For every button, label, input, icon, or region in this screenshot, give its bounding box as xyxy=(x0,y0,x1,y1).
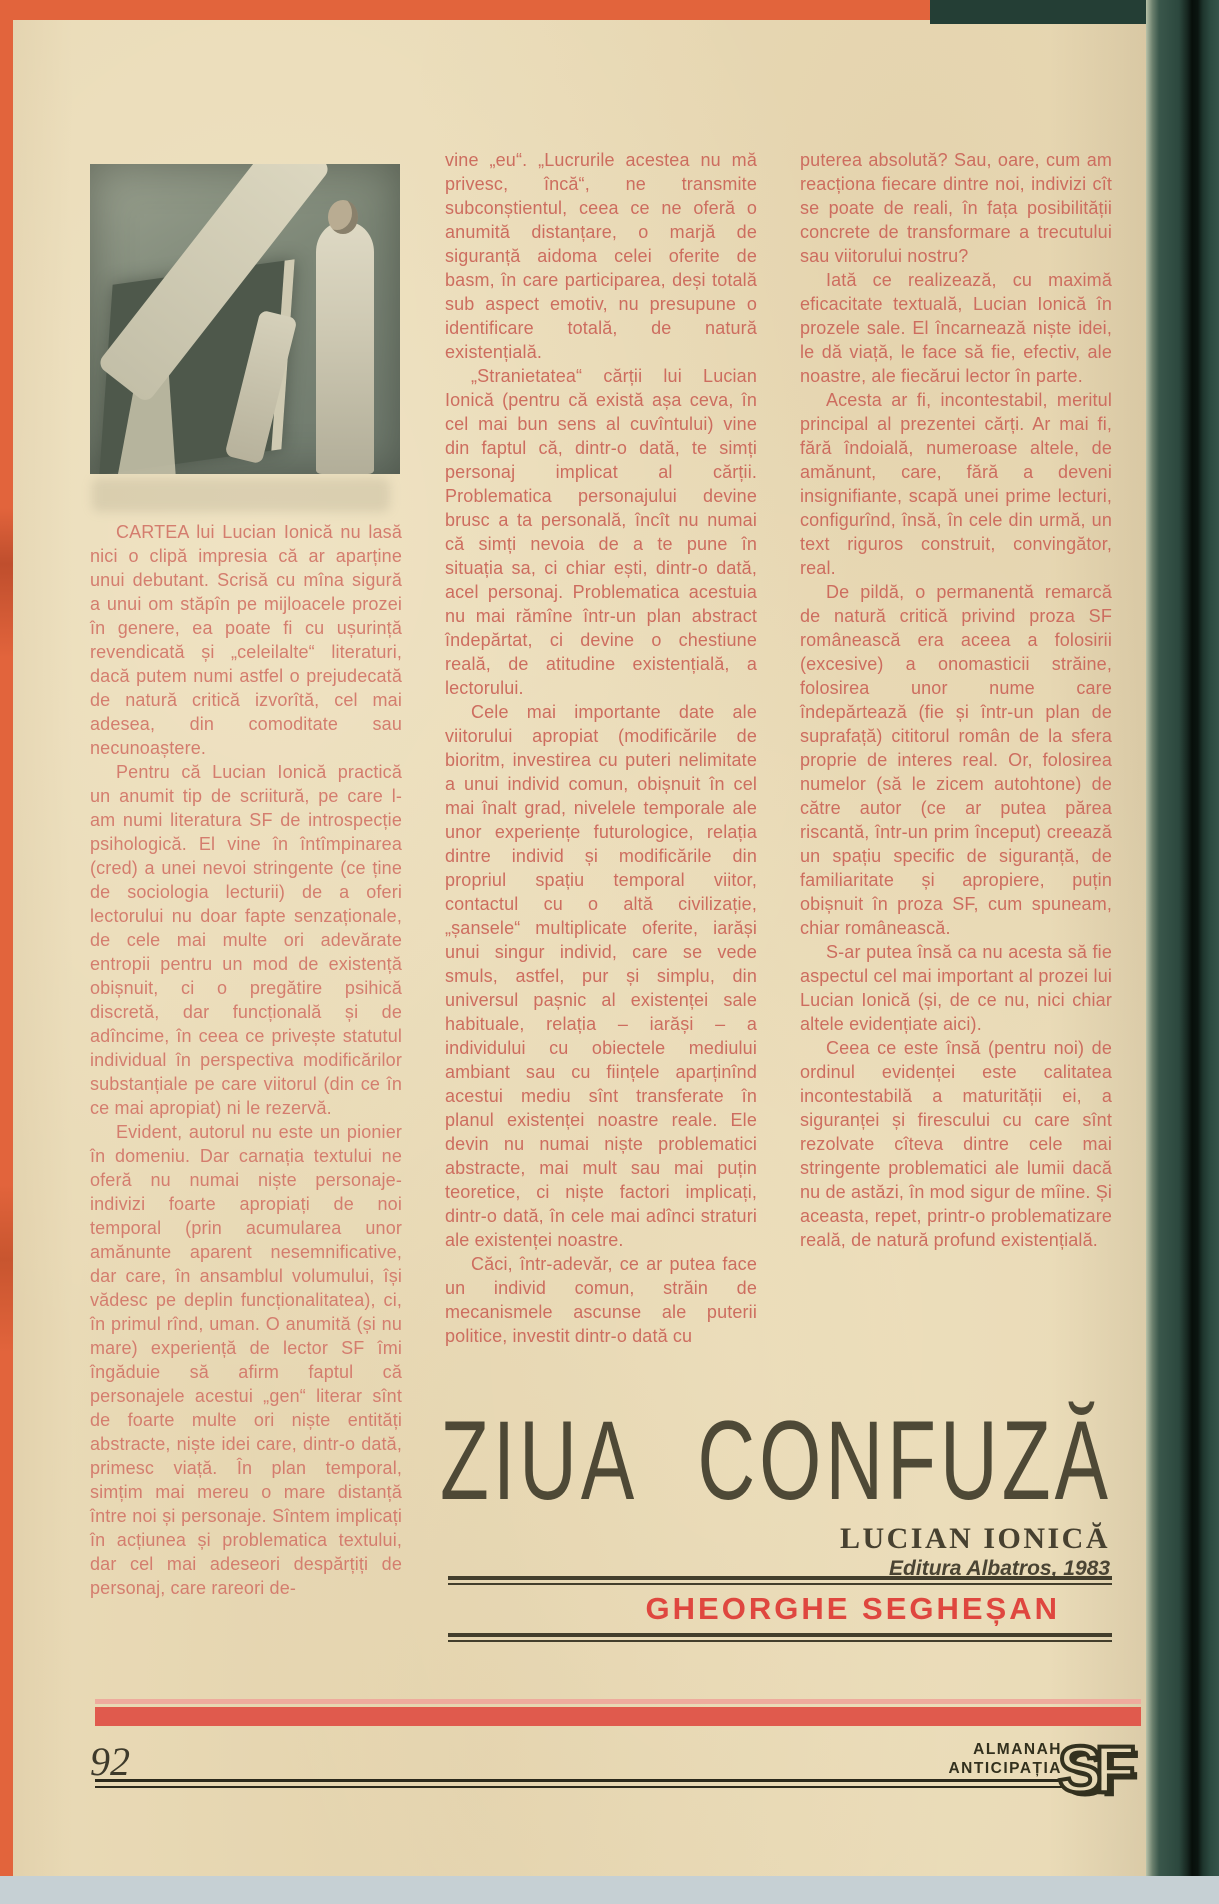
paragraph: Căci, într-adevăr, ce ar putea face un individ comun, străin de mecanismele ascunse ale puterii politice, investit dintr-o dată cu xyxy=(445,1254,757,1346)
paragraph: „Stranietatea“ cărții lui Lucian Ionică (pentru că există așa ceva, în cel mai bun sens al cuvîntului) vine din faptul că, dintr-o dată, te simți personaj implicat al cărții. Problematica personajului devine brusc a ta personală, încît nu numai că simți nevoia de a te pune în situația sa, ci chiar ești, dintr-o dată, acel personaj. Problematica acestuia nu mai rămîne într-un plan abstract îndepărtat, ci devine o chestiune reală, de atitudine existențială, a lectorului. xyxy=(445,366,757,698)
book-title xyxy=(440,1398,1112,1523)
paragraph: Iată ce realizează, cu maximă eficacitate textuală, Lucian Ionică în prozele sale. El încarnează niște idei, le dă viață, le face să fie, efectiv, ale noastre, ale fiecărui lector în parte. xyxy=(800,270,1112,386)
paragraph: CARTEA lui Lucian Ionică nu lasă nici o clipă impresia că ar aparține unui debutant. Scrisă cu mîna sigură a unui om stăpîn pe mijloacele prozei în genere, ea poate fi cu ușurință revendicată și „celeilalte“ literaturi, dacă putem numi astfel o prejudecată de natură critică izvorîtă, cel mai adesea, din comoditate sau necunoaștere. xyxy=(90,522,402,758)
paragraph: Evident, autorul nu este un pionier în domeniu. Dar carnația textului ne oferă nu numai niște personaje-indivizi foarte apropiați de noi temporal (prin acumularea unor amănunte aparent nesemnificative, dar care, în ansamblul volumului, își vădesc pe deplin funcționalitatea), ci, în primul rînd, uman. O anumită (și nu mare) experiență de lector SF îmi îngăduie să afirm faptul că personajele acestui „gen“ literar sînt de foarte multe ori niște entități abstracte, niște idei care, dintr-o dată, primesc viață. În plan temporal, simțim mai mereu o mare distanță între noi și personaje. Sîntem implicați în acțiunea și problematica textului, dar cel mai adeseori despărțiți de personaj, care rareori de- xyxy=(90,1122,402,1598)
accent-stripe xyxy=(95,1699,1141,1704)
byline xyxy=(840,1523,1110,1581)
page-number: 92 xyxy=(90,1739,130,1784)
scanner-bed-strip xyxy=(0,1876,1219,1904)
paragraph: Cele mai importante date ale viitorului apropiat (modificările de bioritm, investirea cu puteri nelimitate a unui individ comun, obișnuit în cel mai înalt grad, nivelele temporale ale unor experiențe futurologice, relația dintre individ și modificările din propriul spațiu temporal viitor, contactul cu o altă civilizație, „șansele“ multiplicate oferite, iarăși unui singur individ, care se vede smuls, astfel, pur și simplu, din universul pașnic al existenței sale habituale, relația – iarăși – a individului cu obiectele mediului ambiant sau cu ființele aparținînd acestui mediu sînt transferate în planul existenței noastre reale. Ele devin nu numai niște problematici abstracte, mai mult sau mai puțin teoretice, ci niște factori implicați, dintr-o dată, în cele mai adînci straturi ale existenței noastre. xyxy=(445,702,757,1250)
photo-shape xyxy=(316,222,374,474)
page-edge-left xyxy=(0,0,13,1880)
almanac-line1: ALMANAH xyxy=(973,1741,1062,1758)
paragraph: Ceea ce este însă (pentru noi) de ordinul evidenței este calitatea incontestabilă a maturității ei, a siguranței și firescului cu care sînt rezolvate cîteva dintre cele mai stringente problematici ale lumii dacă nu de astăzi, în mod sigur de mîine. Și aceasta, repet, printr-o problematizare reală, de natură profund existențială. xyxy=(800,1038,1113,1250)
paragraph: Acesta ar fi, incontestabil, meritul principal al prezentei cărți. Ar mai fi, fără îndoială, numeroase altele, de amănunt, care, fără a deveni insignifiante, scapă unei prime lecturi, configurînd, însă, în cele din urmă, un text riguros construit, convingător, real. xyxy=(800,390,1112,578)
paragraph: Pentru că Lucian Ionică practică un anumit tip de scriitură, pe care l-am numi literatura SF de introspecție psihologică. El vine în întîmpinarea (cred) a unei nevoi stringente (ce ține de sociologia lecturii) de a oferi lectorului nu doar fapte senzaționale, de cele mai multe ori adevărate entropii pentru un mod de existență obișnuit, ci o pregătire psihică discretă, dar funcțională și de adîncime, în ceea ce privește statutul individual în perspectiva modificărilor substanțiale pe care viitorul (din ce în ce mai apropiat) ni le rezervă. xyxy=(90,762,402,1118)
paragraph: puterea absolută? Sau, oare, cum am reacționa fiecare dintre noi, indivizi cît se poate de reali, în fața posibilității concrete de transformare a trecutului sau viitorului nostru? xyxy=(800,150,1112,266)
book-spine-edge xyxy=(1146,0,1219,1904)
paragraph: De pildă, o permanentă remarcă de natură critică privind proza SF românească era aceea a folosirii (excesive) a onomasticii străine, folosirea unor nume care îndepărtează (fie și într-un plan de suprafață) cititorul român de la sfera proprie de interes real. Or, folosirea numelor (să le zicem autohtone) de către autor (ce ar putea părea riscantă, într-un prim început) creează un spațiu specific de siguranță, de familiaritate și apropiere, puțin obișnuit în proza SF, cum spuneam, chiar românească. xyxy=(800,582,1112,938)
paragraph: vine „eu“. „Lucrurile acestea nu mă privesc, încă“, ne transmite subconștientul, ceea ce ne oferă o anumită distanțare, o marjă de siguranță aidoma celei oferite de basm, în care participarea, deși totală sub aspect emotiv, nu presupune o identificare totală, de natură existențială. xyxy=(445,150,757,362)
accent-bar xyxy=(95,1707,1141,1726)
page-edge-top xyxy=(0,0,942,20)
footer-double-rule xyxy=(95,1779,1063,1788)
book-title-word: ZIUA xyxy=(440,1398,639,1523)
almanac-label xyxy=(800,1740,1062,1778)
divider-rule xyxy=(448,1633,1112,1642)
text-column xyxy=(445,148,757,1600)
paragraph: S-ar putea însă ca nu acesta să fie aspectul cel mai important al prozei lui Lucian Ionică (și, de ce nu, nici chiar altele evidențiate aici). xyxy=(800,942,1112,1034)
book-author: LUCIAN IONICĂ xyxy=(839,1522,1110,1555)
text-column xyxy=(90,148,402,1600)
book-title-word: CONFUZĂ xyxy=(697,1398,1112,1523)
article-columns xyxy=(90,148,1112,1600)
photo-shape xyxy=(328,200,358,234)
book-edition: Editura Albatros, 1983 xyxy=(889,1557,1110,1580)
text-column xyxy=(800,148,1112,1600)
divider-rule xyxy=(448,1576,1112,1585)
almanac-line2: ANTICIPAȚIA xyxy=(948,1760,1062,1777)
article-photo xyxy=(90,164,400,474)
sf-logo: SF xyxy=(1058,1732,1129,1806)
reviewer-name: GHEORGHE SEGHEȘAN xyxy=(645,1591,1060,1626)
book-title-block xyxy=(440,1398,1112,1650)
